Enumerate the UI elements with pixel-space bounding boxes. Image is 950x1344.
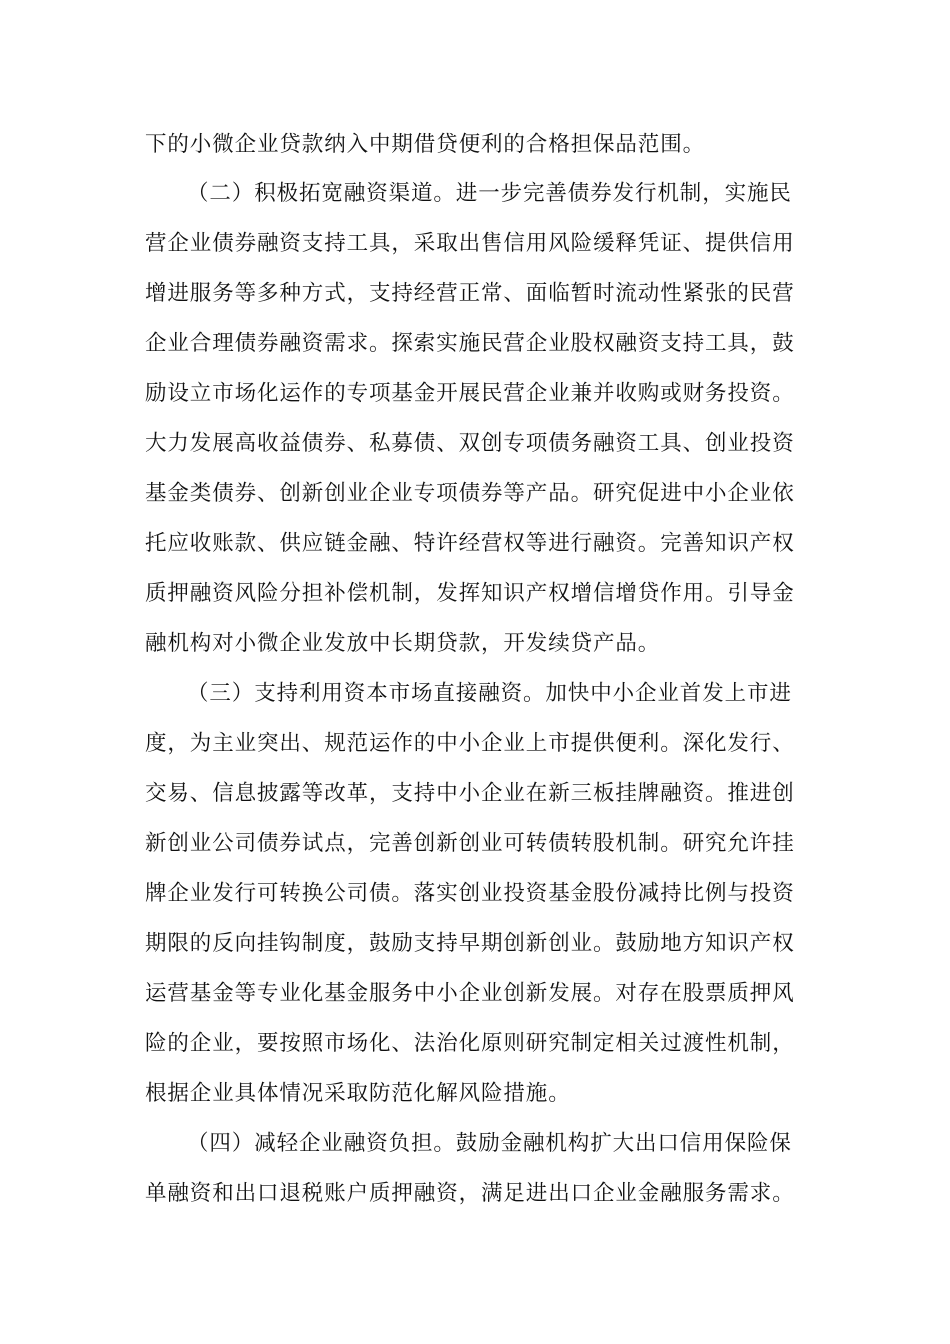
text-line: 根据企业具体情况采取防范化解风险措施。 — [145, 1081, 571, 1106]
text-line: 期限的反向挂钩制度，鼓励支持早期创新创业。鼓励地方知识产权 — [145, 931, 795, 956]
text-line: 质押融资风险分担补偿机制，发挥知识产权增信增贷作用。引导金 — [145, 581, 795, 606]
section-heading-line: （二）积极拓宽融资渠道。进一步完善债券发行机制，实施民 — [187, 181, 792, 206]
text-line: 下的小微企业贷款纳入中期借贷便利的合格担保品范围。 — [145, 132, 706, 157]
text-line: 融机构对小微企业发放中长期贷款，开发续贷产品。 — [145, 631, 661, 656]
text-line: 增进服务等多种方式，支持经营正常、面临暂时流动性紧张的民营 — [145, 281, 795, 306]
text-line: 托应收账款、供应链金融、特许经营权等进行融资。完善知识产权 — [145, 531, 795, 556]
text-line: 运营基金等专业化基金服务中小企业创新发展。对存在股票质押风 — [145, 981, 795, 1006]
text-line: 营企业债券融资支持工具，采取出售信用风险缓释凭证、提供信用 — [145, 231, 795, 256]
text-line: 新创业公司债券试点，完善创新创业可转债转股机制。研究允许挂 — [145, 831, 795, 856]
text-line: 大力发展高收益债券、私募债、双创专项债务融资工具、创业投资 — [145, 431, 795, 456]
text-line: 企业合理债券融资需求。探索实施民营企业股权融资支持工具，鼓 — [145, 331, 795, 356]
text-line: 交易、信息披露等改革，支持中小企业在新三板挂牌融资。推进创 — [145, 781, 795, 806]
section-heading-line: （四）减轻企业融资负担。鼓励金融机构扩大出口信用保险保 — [187, 1131, 792, 1156]
text-line: 单融资和出口退税账户质押融资，满足进出口企业金融服务需求。 — [145, 1181, 795, 1206]
text-line: 险的企业，要按照市场化、法治化原则研究制定相关过渡性机制， — [145, 1031, 795, 1056]
text-line: 基金类债券、创新创业企业专项债券等产品。研究促进中小企业依 — [145, 481, 795, 506]
text-line: 度，为主业突出、规范运作的中小企业上市提供便利。深化发行、 — [145, 731, 795, 756]
text-line: 牌企业发行可转换公司债。落实创业投资基金股份减持比例与投资 — [145, 881, 795, 906]
text-line: 励设立市场化运作的专项基金开展民营企业兼并收购或财务投资。 — [145, 381, 795, 406]
section-heading-line: （三）支持利用资本市场直接融资。加快中小企业首发上市进 — [187, 681, 792, 706]
